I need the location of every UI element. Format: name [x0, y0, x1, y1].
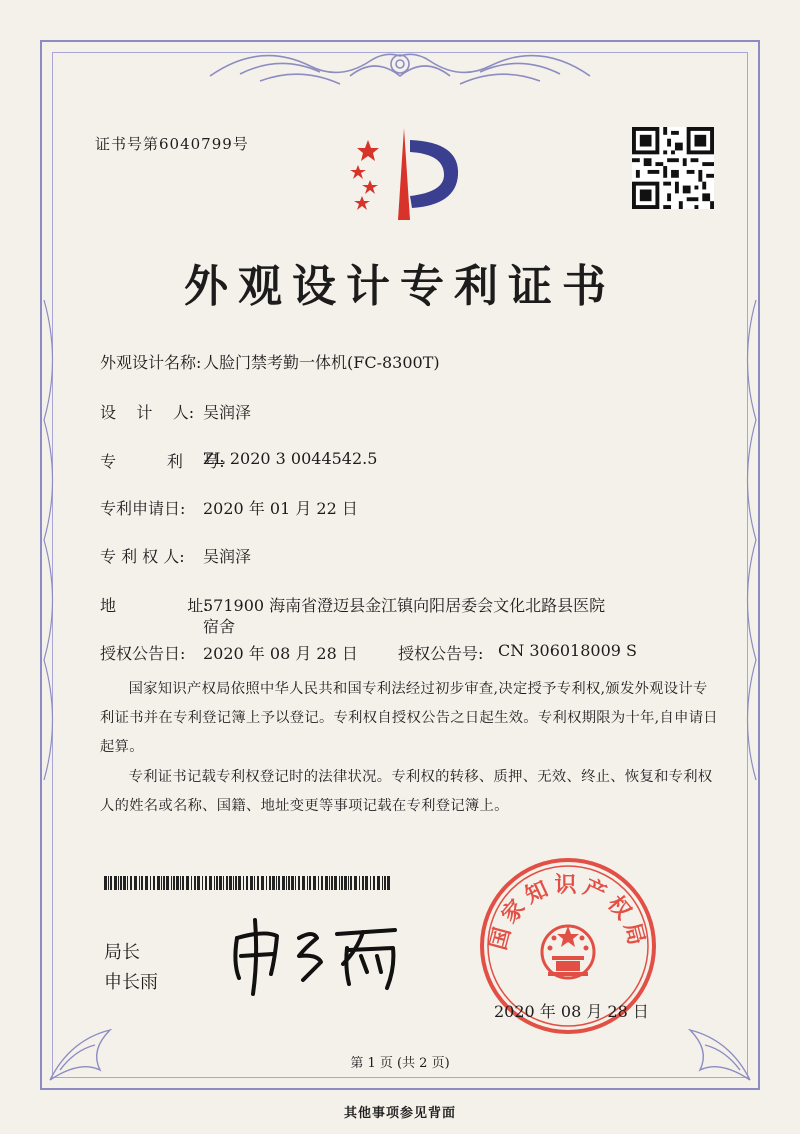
patentee-label: 专 利 权 人:	[100, 547, 185, 566]
page-number: 第 1 页 (共 2 页)	[350, 1056, 450, 1071]
patentee-value: 吴润泽	[203, 547, 252, 566]
address-value-line1: 571900 海南省澄迈县金江镇向阳居委会文化北路县医院	[203, 596, 606, 615]
bottom-left-ornament	[40, 1010, 130, 1090]
bottom-right-ornament	[670, 1010, 760, 1090]
director-title: 局长	[104, 942, 140, 963]
statement-paragraph-1: 国家知识产权局依照中华人民共和国专利法经过初步审查,决定授予专利权,颁发外观设计专利证书并在专利登记簿上予以登记。专利权自授权公告之日起生效。专利权期限为十年,自申请日起算。	[100, 681, 718, 755]
grant-date-value: 2020 年 08 月 28 日	[203, 644, 358, 663]
right-ornament	[734, 300, 764, 800]
filing-date-label: 专利申请日:	[100, 499, 186, 518]
designer-label: 设 计 人:	[100, 403, 195, 422]
director-signature	[225, 908, 405, 998]
seal-text: 国家知识产权局	[486, 873, 650, 953]
grant-number-value: CN 306018009 S	[498, 641, 637, 660]
footer-note: 其他事项参见背面	[343, 1106, 456, 1121]
designer-value: 吴润泽	[203, 403, 252, 422]
statement-paragraph-2: 专利证书记载专利权登记时的法律状况。专利权的转移、质押、无效、终止、恢复和专利权人的姓名或名称、国籍、地址变更等事项记载在专利登记簿上。	[100, 769, 713, 814]
certificate-title: 外观设计专利证书	[184, 261, 616, 312]
seal-date: 2020 年 08 月 28 日	[494, 1002, 649, 1021]
address-label: 地 址:	[100, 596, 209, 615]
design-name-value: 人脸门禁考勤一体机(FC-8300T)	[203, 353, 440, 372]
patent-number-label: 专 利 号:	[100, 452, 225, 471]
top-ornament	[200, 36, 600, 96]
grant-date-label: 授权公告日:	[100, 644, 186, 663]
filing-date-value: 2020 年 01 月 22 日	[203, 499, 358, 518]
certificate-number: 证书号第6040799号	[95, 135, 249, 153]
design-name-label: 外观设计名称:	[100, 353, 202, 372]
grant-number-label: 授权公告号:	[398, 644, 484, 663]
qr-code-icon	[632, 127, 714, 209]
barcode-icon	[104, 876, 392, 890]
cnipa-logo-icon	[340, 120, 470, 230]
left-ornament	[36, 300, 66, 800]
director-name: 申长雨	[104, 972, 158, 993]
address-value-line2: 宿舍	[203, 617, 236, 636]
patent-number-value: ZL 2020 3 0044542.5	[203, 449, 378, 468]
